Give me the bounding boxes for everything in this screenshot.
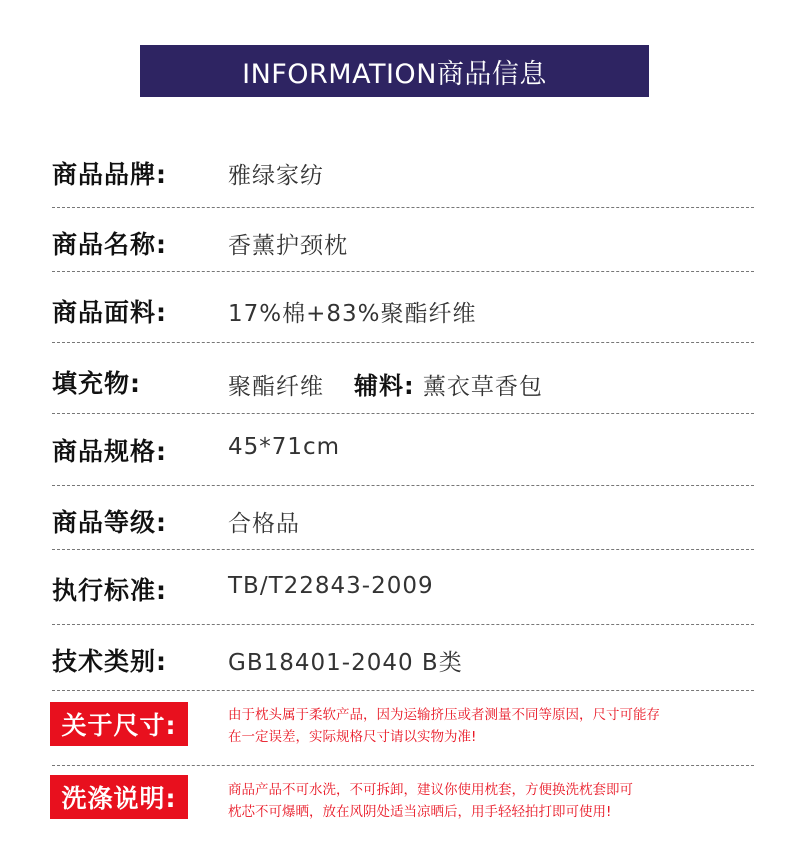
washing-note-line-2: 枕芯不可爆晒，放在风阴处适当凉晒后，用手轻轻拍打即可使用!	[228, 804, 612, 820]
filling-value: 聚酯纤维	[228, 374, 324, 400]
divider	[52, 765, 754, 766]
row-value: 45*71cm	[228, 434, 341, 460]
divider	[52, 549, 754, 550]
accessory-value: 薰衣草香包	[422, 374, 543, 400]
size-note-line-1: 由于枕头属于柔软产品，因为运输挤压或者测量不同等原因，尺寸可能存	[228, 707, 660, 723]
divider	[52, 485, 754, 486]
row-value: 香薰护颈枕	[228, 233, 348, 259]
row-value: 17%棉+83%聚酯纤维	[228, 301, 477, 327]
info-banner	[140, 45, 649, 97]
row-label: 执行标准:	[52, 576, 167, 605]
divider	[52, 207, 754, 208]
row-value: GB18401-2040 B类	[228, 650, 463, 676]
row-label: 商品规格:	[52, 437, 167, 466]
row-label: 技术类别:	[52, 647, 167, 676]
row-value: TB/T22843-2009	[228, 573, 434, 599]
accessory-label: 辅料:	[354, 372, 415, 400]
row-value: 合格品	[228, 511, 300, 537]
size-note-line-2: 在一定误差，实际规格尺寸请以实物为准!	[228, 729, 477, 745]
banner-title: INFORMATION商品信息	[242, 58, 547, 90]
washing-note-badge: 洗涤说明:	[50, 775, 188, 819]
row-label: 商品等级:	[52, 508, 167, 537]
divider	[52, 342, 754, 343]
divider	[52, 271, 754, 272]
divider	[52, 690, 754, 691]
divider	[52, 624, 754, 625]
row-label: 填充物:	[52, 369, 141, 398]
washing-note-line-1: 商品产品不可水洗，不可拆卸，建议你使用枕套，方便换洗枕套即可	[228, 782, 633, 798]
size-note-text	[228, 704, 748, 748]
row-value: 雅绿家纺	[228, 163, 324, 189]
row-label: 商品面料:	[52, 298, 167, 327]
row-label: 商品品牌:	[52, 160, 167, 189]
size-note-badge: 关于尺寸:	[50, 702, 188, 746]
row-label: 商品名称:	[52, 230, 167, 259]
row-value	[228, 366, 543, 401]
washing-note-text	[228, 779, 748, 823]
divider	[52, 413, 754, 414]
